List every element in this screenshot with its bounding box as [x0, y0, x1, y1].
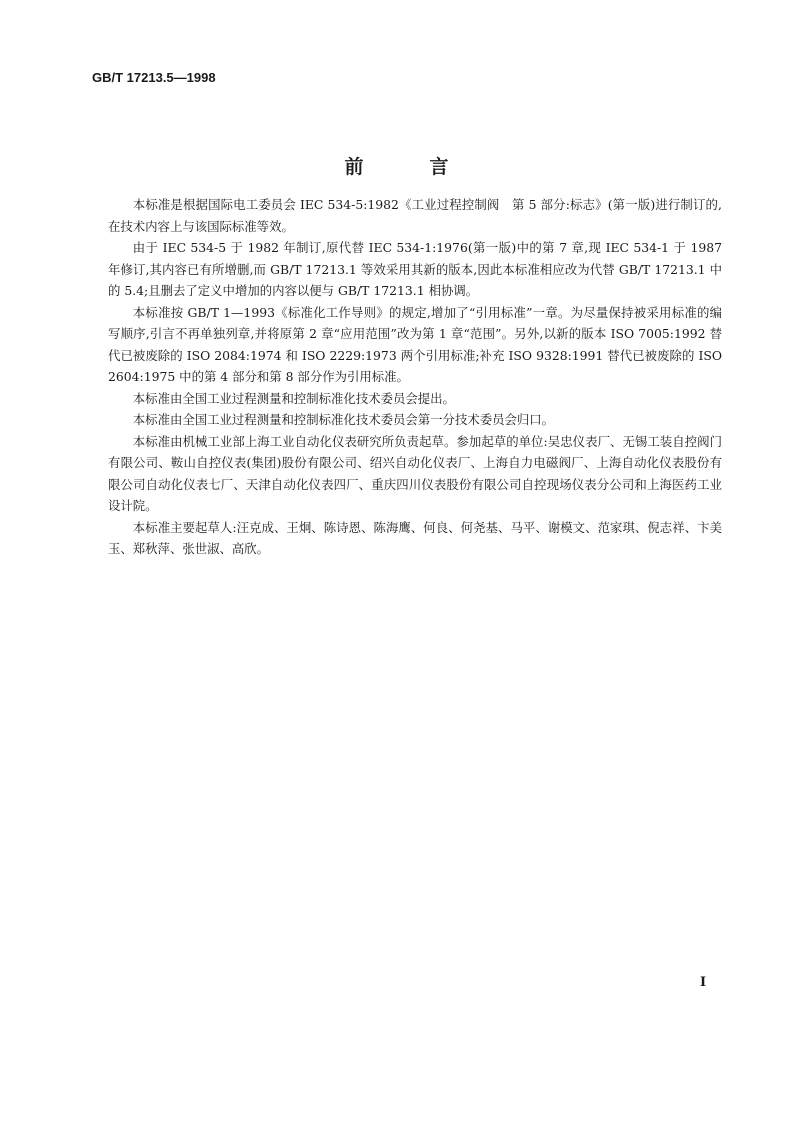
foreword-body — [108, 194, 722, 560]
paragraph-centralized-by: 本标准由全国工业过程测量和控制标准化技术委员会第一分技术委员会归口。 — [132, 412, 555, 427]
page-title — [0, 152, 793, 179]
paragraph-drafters: 本标准主要起草人:汪克成、王炯、陈诗恩、陈海鹰、何良、何尧基、马平、谢模文、范家琪、倪志祥、卞美玉、郑秋萍、张世淑、高欣。 — [108, 519, 722, 556]
title-char-1: 前 — [344, 156, 364, 178]
paragraph-drafting-units: 本标准由机械工业部上海工业自动化仪表研究所负责起草。参加起草的单位:吴忠仪表厂、无锡工装自控阀门有限公司、鞍山自控仪表(集团)股份有限公司、绍兴自动化仪表厂、上海自力电磁阀厂、上海自动化仪表股份有限公司自动化仪表七厂、天津自动化仪表四厂、重庆四川仪表股份有限公司自控现场仪表分公司和上海医药工业设计院。 — [108, 433, 722, 513]
paragraph-proposed-by: 本标准由全国工业过程测量和控制标准化技术委员会提出。 — [132, 390, 455, 406]
standard-code: GB/T 17213.5—1998 — [92, 70, 216, 85]
page-number: I — [700, 975, 707, 990]
paragraph-revision-history: 由于 IEC 534-5 于 1982 年制订,原代替 IEC 534-1:1976(第一版)中的第 7 章,现 IEC 534-1 于 1987 年修订,其内容已有所增删,而 GB/T 17213.1 等效采用其新的版本,因此本标准相应改为代替 GB/T 17213.1 中的 5.4;且删去了定义中增加的内容以便与 GB/T 17213.1 相协调。 — [108, 240, 722, 298]
paragraph-normative-references: 本标准按 GB/T 1—1993《标准化工作导则》的规定,增加了“引用标准”一章。为尽量保持被采用标准的编写顺序,引言不再单独列章,并将原第 2 章“应用范围”改为第 1 章“范围”。另外,以新的版本 ISO 7005:1992 替代已被废除的 ISO 2084:1974 和 ISO 2229:1973 两个引用标准;补充 ISO 9328:1991 替代已被废除的 ISO 2604:1975 中的第 4 部分和第 8 部分作为引用标准。 — [108, 304, 722, 384]
paragraph-adoption: 本标准是根据国际电工委员会 IEC 534-5:1982《工业过程控制阀 第 5 部分:标志》(第一版)进行制订的,在技术内容上与该国际标准等效。 — [108, 197, 722, 234]
title-char-2: 言 — [429, 156, 449, 178]
